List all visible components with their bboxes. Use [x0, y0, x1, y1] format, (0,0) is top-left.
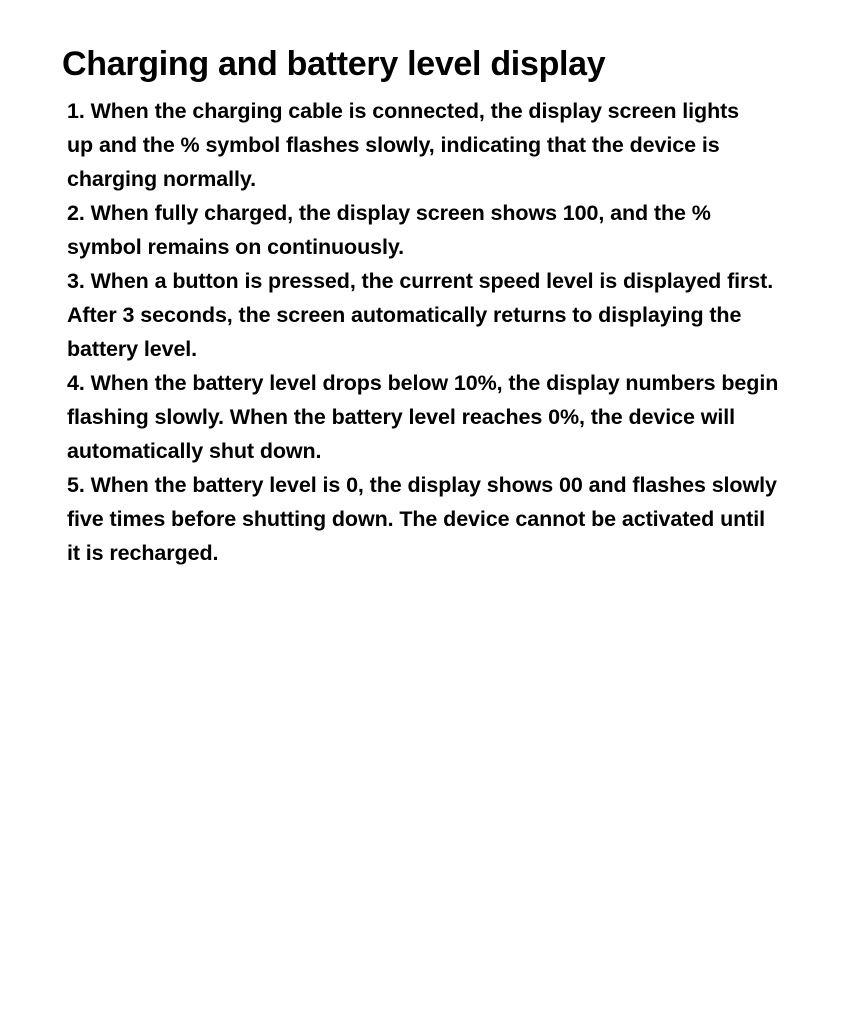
instruction-3-line-2: After 3 seconds, the screen automatically returns to displaying the — [67, 303, 742, 327]
instruction-4-line-2: flashing slowly. When the battery level reaches 0%, the device will — [67, 405, 735, 429]
instruction-3-line-1: 3. When a button is pressed, the current speed level is displayed first. — [67, 269, 774, 293]
instruction-2-line-2: symbol remains on continuously. — [67, 235, 404, 259]
instructions-list — [67, 94, 827, 570]
instruction-1-line-2: up and the % symbol flashes slowly, indicating that the device is — [67, 133, 720, 157]
instruction-2-line-1: 2. When fully charged, the display screen shows 100, and the % — [67, 201, 711, 225]
instruction-5-line-3: it is recharged. — [67, 541, 219, 565]
instruction-4-line-3: automatically shut down. — [67, 439, 322, 463]
page-title: Charging and battery level display — [62, 45, 606, 83]
instruction-1-line-1: 1. When the charging cable is connected, the display screen lights — [67, 99, 740, 123]
instruction-4-line-1: 4. When the battery level drops below 10%, the display numbers begin — [67, 371, 779, 395]
instruction-1-line-3: charging normally. — [67, 167, 256, 191]
instruction-5-line-2: five times before shutting down. The device cannot be activated until — [67, 507, 765, 531]
instruction-3-line-3: battery level. — [67, 337, 198, 361]
instruction-5-line-1: 5. When the battery level is 0, the display shows 00 and flashes slowly — [67, 473, 777, 497]
